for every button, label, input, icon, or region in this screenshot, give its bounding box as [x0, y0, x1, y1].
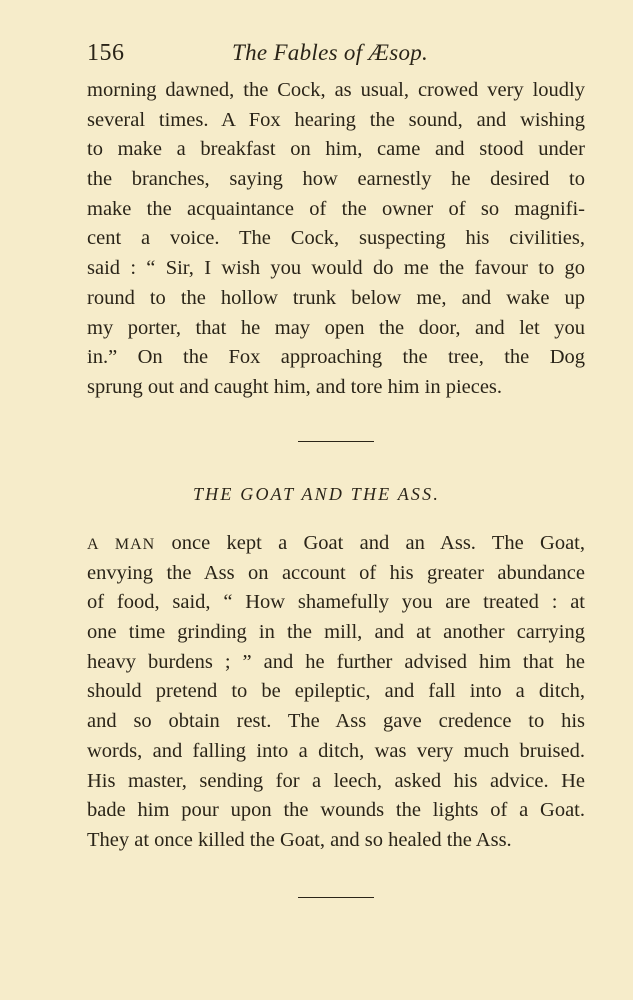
section-divider	[298, 441, 374, 442]
page-number: 156	[87, 40, 125, 66]
text-line: one time grinding in the mill, and at another carrying	[87, 621, 585, 644]
fable-title: THE GOAT AND THE ASS.	[192, 484, 441, 504]
page-header	[87, 38, 545, 68]
text-line: bade him pour upon the wounds the lights of a Goat.	[87, 799, 585, 822]
text-line: envying the Ass on account of his greater abundance	[87, 561, 585, 584]
first-line-text: once kept a Goat and an Ass. The Goat,	[155, 532, 585, 554]
text-line: several times. A Fox hearing the sound, and wishing	[87, 108, 585, 131]
text-line: said : “ Sir, I wish you would do me the favour to go	[87, 257, 585, 280]
text-line: morning dawned, the Cock, as usual, crowed very loudly	[87, 79, 585, 101]
text-line: cent a voice. The Cock, suspecting his civilities,	[87, 227, 585, 250]
fable-body	[87, 529, 585, 856]
text-line: make the acquaintance of the owner of so magnifi-	[87, 197, 585, 220]
text-line: to make a breakfast on him, came and stood under	[87, 138, 585, 161]
text-line: words, and falling into a ditch, was very much bruised.	[87, 739, 585, 762]
text-line: my porter, that he may open the door, and let you	[87, 316, 585, 339]
text-line-first	[87, 529, 585, 559]
text-line: sprung out and caught him, and tore him in pieces.	[87, 375, 503, 398]
section-divider	[298, 897, 374, 898]
opening-small-caps: A MAN	[87, 536, 156, 553]
previous-fable-ending	[87, 76, 585, 403]
text-line: and so obtain rest. The Ass gave credence to his	[87, 710, 585, 733]
text-line: round to the hollow trunk below me, and wake up	[87, 286, 585, 309]
text-line: should pretend to be epileptic, and fall into a ditch,	[87, 680, 585, 703]
running-title: The Fables of Æsop.	[232, 40, 429, 65]
text-line: heavy burdens ; ” and he further advised him that he	[87, 650, 585, 673]
text-line: of food, said, “ How shamefully you are treated : at	[87, 591, 585, 614]
text-line: the branches, saying how earnestly he desired to	[87, 168, 585, 191]
text-line: His master, sending for a leech, asked his advice. He	[87, 769, 585, 792]
text-line: They at once killed the Goat, and so healed the Ass.	[87, 828, 512, 851]
text-line: in.” On the Fox approaching the tree, the Dog	[87, 346, 585, 369]
